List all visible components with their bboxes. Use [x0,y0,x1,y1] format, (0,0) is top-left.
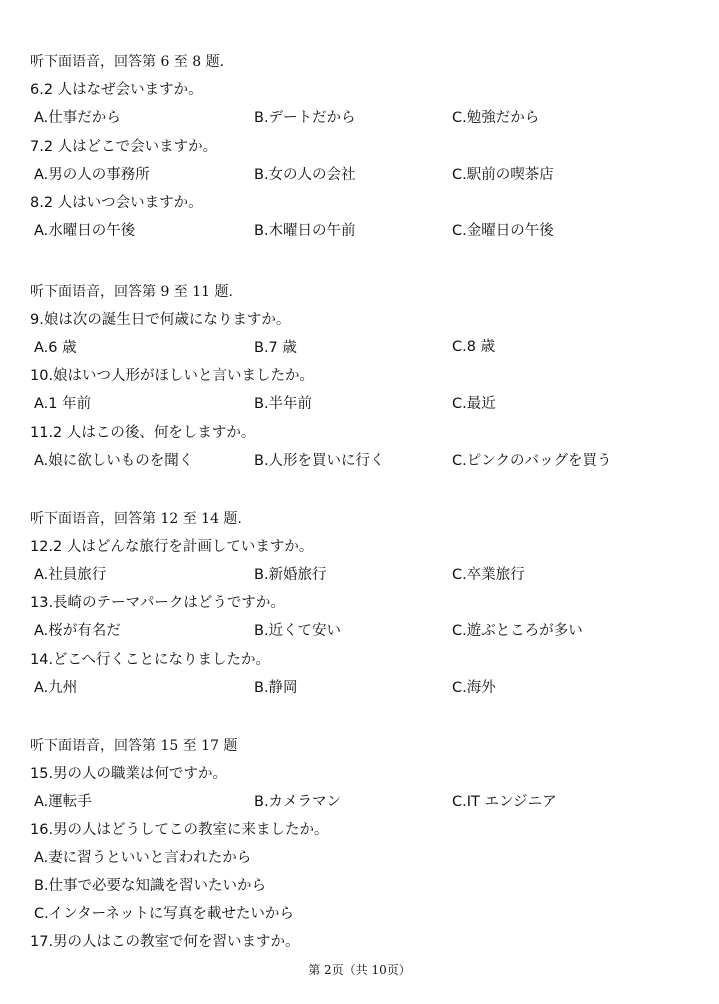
question-11-option-c: C.ピンクのバッグを買う [452,453,612,469]
question-10-option-a: A.1 年前 [34,396,92,412]
section-instruction: 听下面语音，回答第 9 至 11 题. [30,284,233,300]
question-12-option-b: B.新婚旅行 [254,567,327,583]
question-14-option-b: B.静岡 [254,680,298,696]
question-14-option-c: C.海外 [452,680,496,696]
question-9-option-b: B.7 歳 [254,340,297,356]
section-instruction: 听下面语音，回答第 12 至 14 题. [30,511,242,527]
question-16-option-a: A.妻に習うといいと言われたから [34,850,252,866]
question-11-option-b: B.人形を買いに行く [254,453,385,469]
question-6-option-b: B.デートだから [254,110,356,126]
question-16-option-c: C.インターネットに写真を載せたいから [34,906,294,922]
question-14-option-a: A.九州 [34,680,78,696]
question-15-option-b: B.カメラマン [254,794,342,810]
question-13-option-a: A.桜が有名だ [34,623,121,639]
question-11-option-a: A.娘に欲しいものを聞く [34,453,194,469]
question-15-option-a: A.運転手 [34,794,92,810]
question-10-option-c: C.最近 [452,396,496,412]
section-instruction: 听下面语音，回答第 15 至 17 题 [30,738,238,754]
page-footer: 第 2页（共 10页） [308,963,411,977]
question-13-option-c: C.遊ぶところが多い [452,623,583,639]
section-instruction: 听下面语音，回答第 6 至 8 题. [30,54,225,70]
question-6-option-c: C.勉強だから [452,110,540,126]
question-9: 9.娘は次の誕生日で何歳になりますか。 [30,312,291,328]
question-17: 17.男の人はこの教室で何を習いますか。 [30,934,300,950]
question-9-option-c: C.8 歳 [452,339,496,355]
question-16-option-b: B.仕事で必要な知識を習いたいから [34,878,267,894]
question-7-option-a: A.男の人の事務所 [34,167,150,183]
question-6-option-a: A.仕事だから [34,110,121,126]
question-11: 11.2 人はこの後、何をしますか。 [30,425,256,441]
question-13-option-b: B.近くて安い [254,623,342,639]
question-14: 14.どこへ行くことになりましたか。 [30,652,270,668]
question-15-option-c: C.IT エンジニア [452,794,557,810]
question-8: 8.2 人はいつ会いますか。 [30,195,203,211]
question-8-option-b: B.木曜日の午前 [254,223,356,239]
question-10: 10.娘はいつ人形がほしいと言いましたか。 [30,368,315,384]
question-8-option-a: A.水曜日の午後 [34,223,136,239]
question-9-option-a: A.6 歳 [34,340,77,356]
question-8-option-c: C.金曜日の午後 [452,223,554,239]
question-15: 15.男の人の職業は何ですか。 [30,766,228,782]
question-7-option-c: C.駅前の喫茶店 [452,167,554,183]
question-12-option-c: C.卒業旅行 [452,567,525,583]
question-7-option-b: B.女の人の会社 [254,167,356,183]
question-12: 12.2 人はどんな旅行を計画していますか。 [30,539,314,555]
question-6: 6.2 人はなぜ会いますか。 [30,82,203,98]
question-13: 13.長崎のテーマパークはどうですか。 [30,595,285,611]
question-12-option-a: A.社員旅行 [34,567,107,583]
question-10-option-b: B.半年前 [254,396,313,412]
question-16: 16.男の人はどうしてこの教室に来ましたか。 [30,822,329,838]
question-7: 7.2 人はどこで会いますか。 [30,139,218,155]
